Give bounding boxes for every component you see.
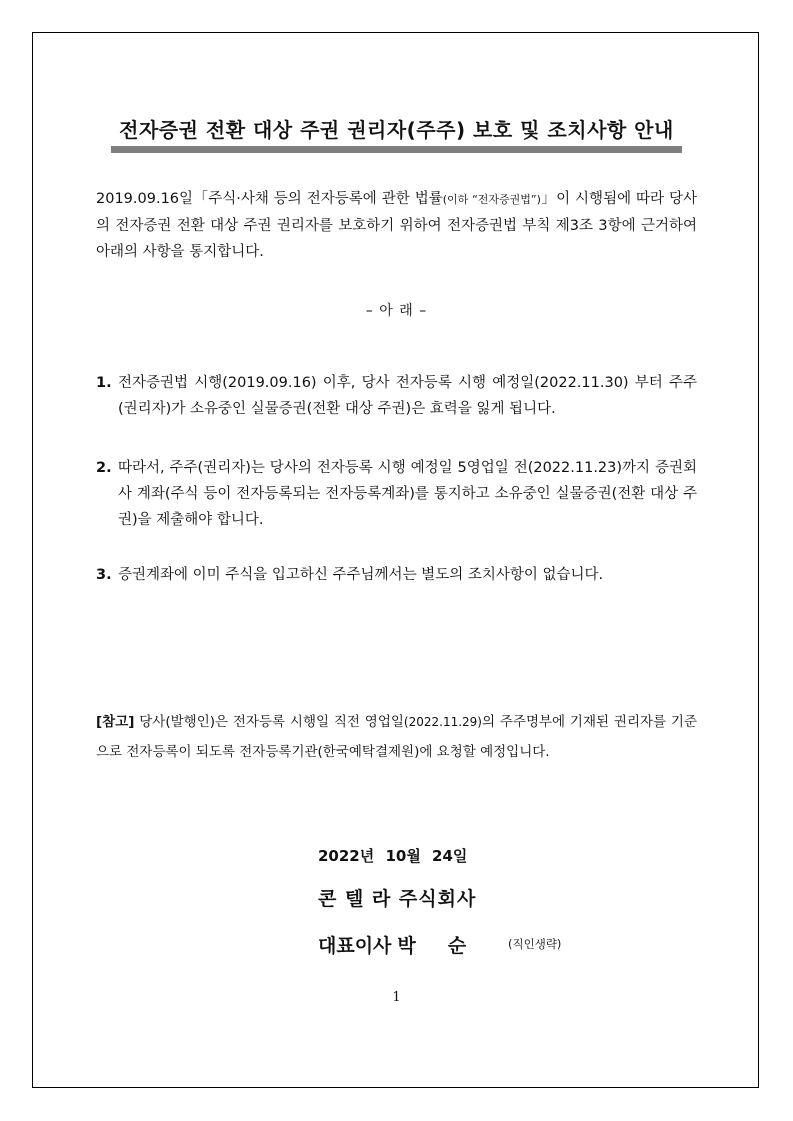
note-tag: [참고] [96, 714, 135, 730]
intro-text-3: 」이 시행됨에 따라 당사의 전자증권 전환 대상 주권 권리자를 보호하기 위하여 전자증권법 부칙 제3조 3항에 근거하여 아래의 사항을 통지합니다. [96, 191, 698, 260]
title-underline [111, 146, 682, 153]
list-item [96, 370, 697, 422]
document-date: 2022년 10월 24일 [318, 847, 468, 865]
item-text: 따라서, 주주(권리자)는 당사의 전자등록 시행 예정일 5영업일 전(2022.11.23)까지 증권회사 계좌(주식 등이 전자등록되는 전자등록계좌)를 통지하고 소유중인 실물증권(전환 대상 주권)을 제출해야 합니다. [118, 460, 697, 528]
reference-note [96, 707, 697, 767]
stamp-omitted-note: (직인생략) [508, 937, 562, 951]
item-number: 3. [96, 567, 112, 583]
note-text-3: 의 주주명부에 기재된 권리자를 기준으로 전자등록이 되도록 전자등록기관(한국예탁결제원)에 요청할 예정입니다. [96, 714, 697, 760]
intro-text-2: (이하 “전자증권법”) [442, 193, 541, 206]
item-number: 2. [96, 460, 112, 476]
intro-paragraph [96, 186, 697, 265]
page-number: 1 [392, 990, 401, 1005]
representative-name-first: 박 [397, 935, 418, 957]
representative-line [318, 931, 466, 958]
company-name: 콘 텔 라 주식회사 [318, 888, 477, 910]
list-item [96, 562, 697, 588]
representative-title: 대표이사 [318, 935, 392, 957]
note-text-2: (2022.11.29) [403, 715, 482, 729]
item-text: 전자증권법 시행(2019.09.16) 이후, 당사 전자등록 시행 예정일(2022.11.30) 부터 주주(권리자)가 소유중인 실물증권(전환 대상 주권)은 효력을 잃게 됩니다. [118, 375, 697, 417]
intro-text-1: 2019.09.16일「주식·사채 등의 전자등록에 관한 법률 [96, 191, 443, 207]
representative-name-last: 순 [447, 935, 467, 957]
list-item [96, 455, 697, 533]
item-number: 1. [96, 375, 112, 391]
item-text: 증권계좌에 이미 주식을 입고하신 주주님께서는 별도의 조치사항이 없습니다. [118, 567, 604, 583]
note-text-1: 당사(발행인)은 전자등록 시행일 직전 영업일 [134, 714, 404, 730]
document-title: 전자증권 전환 대상 주권 권리자(주주) 보호 및 조치사항 안내 [119, 118, 674, 142]
section-heading-arae: – 아 래 – [365, 303, 428, 319]
